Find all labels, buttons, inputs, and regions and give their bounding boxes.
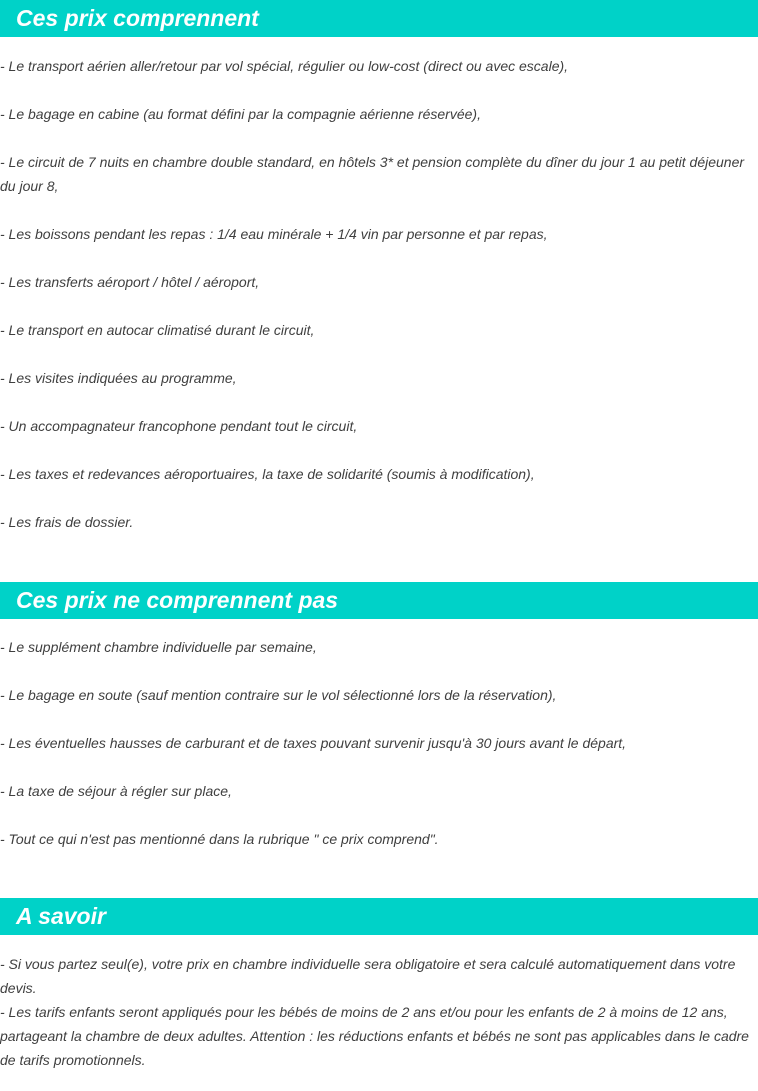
list-item: - Les frais de dossier. (0, 514, 134, 530)
list-item: - Les boissons pendant les repas : 1/4 eau minérale + 1/4 vin par personne et par repas, (0, 226, 548, 242)
list-item: - Le transport aérien aller/retour par vol spécial, régulier ou low-cost (direct ou avec escale), (0, 58, 569, 74)
list-item: - Les taxes et redevances aéroportuaires, la taxe de solidarité (soumis à modification), (0, 466, 535, 482)
list-item: - Le bagage en soute (sauf mention contraire sur le vol sélectionné lors de la réservation), (0, 687, 557, 703)
section-included (0, 0, 758, 534)
list-item: - Les tarifs enfants seront appliqués pour les bébés de moins de 2 ans et/ou pour les enfants de 2 à moins de 12 ans, partageant la chambre de deux adultes. Attention : les réductions enfants et bébés ne sont pas applicables dans le cadre de tarifs promotionnels. (0, 1004, 749, 1068)
section-not-included (0, 582, 758, 851)
section-title: Ces prix ne comprennent pas (0, 582, 758, 619)
list-item: - Un accompagnateur francophone pendant tout le circuit, (0, 418, 358, 434)
section-title: A savoir (0, 898, 758, 935)
list-item: - Si vous partez seul(e), votre prix en chambre individuelle sera obligatoire et sera calculé automatiquement dans votre devis. (0, 956, 736, 996)
included-list (0, 37, 758, 534)
list-item: - Les transferts aéroport / hôtel / aéroport, (0, 274, 260, 290)
list-item: - Le transport en autocar climatisé durant le circuit, (0, 322, 315, 338)
good-to-know-list (0, 935, 758, 1072)
section-good-to-know (0, 898, 758, 1072)
list-item: - Les visites indiquées au programme, (0, 370, 237, 386)
list-item: - Le supplément chambre individuelle par semaine, (0, 639, 317, 655)
section-title: Ces prix comprennent (0, 0, 758, 37)
list-item: - Le bagage en cabine (au format défini par la compagnie aérienne réservée), (0, 106, 481, 122)
not-included-list (0, 619, 758, 851)
list-item: - La taxe de séjour à régler sur place, (0, 783, 232, 799)
list-item: - Les éventuelles hausses de carburant et de taxes pouvant survenir jusqu'à 30 jours avant le départ, (0, 735, 627, 751)
list-item: - Tout ce qui n'est pas mentionné dans la rubrique " ce prix comprend". (0, 831, 439, 847)
list-item: - Le circuit de 7 nuits en chambre double standard, en hôtels 3* et pension complète du dîner du jour 1 au petit déjeuner du jour 8, (0, 154, 745, 194)
